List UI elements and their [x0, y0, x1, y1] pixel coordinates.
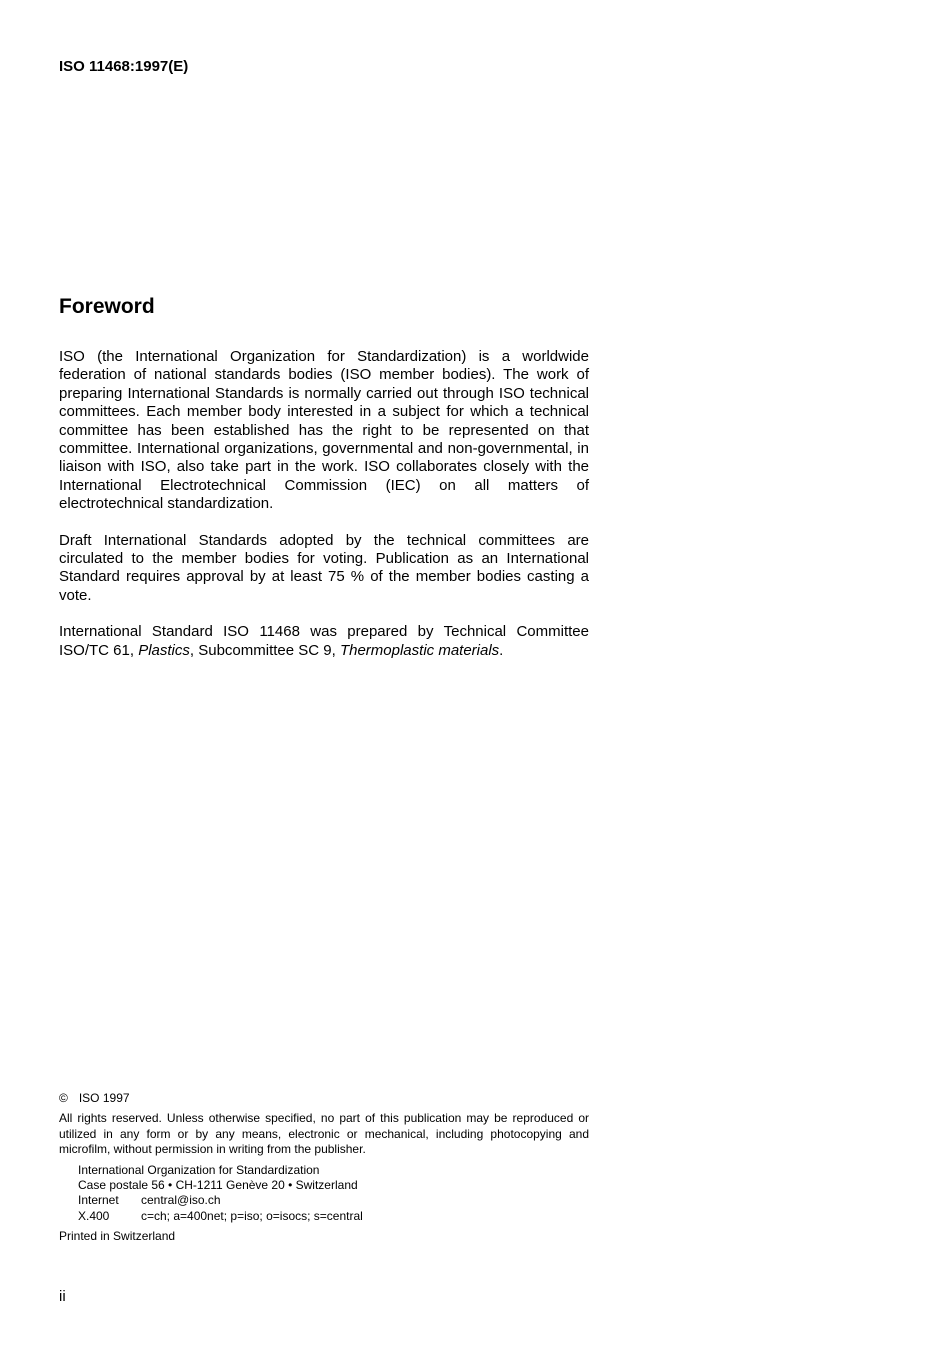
printed-in: Printed in Switzerland	[59, 1229, 176, 1244]
publisher-org: International Organization for Standardization	[78, 1162, 320, 1177]
subcommittee-name: Thermoplastic materials	[339, 641, 500, 659]
x400-row	[78, 1209, 589, 1224]
publisher-address	[78, 1163, 589, 1225]
rights-statement: All rights reserved. Unless otherwise specified, no part of this publication may be reproduced or utilized in any form or by any means, electronic or mechanical, including photocopying and microfilm, without permission in writing from the publisher.	[59, 1111, 589, 1157]
page-number: ii	[59, 1288, 66, 1305]
document-identifier: ISO 11468:1997(E)	[59, 58, 189, 75]
foreword-p3-text-1: International Standard ISO 11468 was prepared by Technical Committee ISO/TC 61,	[59, 623, 589, 659]
copyright-block	[59, 1091, 589, 1245]
internet-value: central@iso.ch	[141, 1193, 221, 1208]
copyright-line	[59, 1091, 589, 1106]
foreword-paragraph-1: ISO (the International Organization for Standardization) is a worldwide federation of national standards bodies (ISO member bodies). The work of preparing International Standards is normally carried out through ISO technical committees. Each member body interested in a subject for which a technical committee has been established has the right to be represented on that committee. International organizations, governmental and non-governmental, in liaison with ISO, also take part in the work. ISO collaborates closely with the International Electrotechnical Commission (IEC) on all matters of electrotechnical standardization.	[59, 348, 589, 513]
foreword-p3-text-3: .	[499, 641, 504, 659]
internet-label: Internet	[78, 1193, 119, 1208]
foreword-paragraph-2: Draft International Standards adopted by the technical committees are circulated to the member bodies for voting. Publication as an International Standard requires approval by at least 75 % of the member bodies casting a vote.	[59, 531, 589, 604]
internet-row	[78, 1193, 589, 1208]
foreword-heading: Foreword	[59, 295, 155, 318]
committee-name: Plastics	[138, 641, 190, 659]
foreword-p3-text-2: , Subcommittee SC 9,	[189, 641, 340, 659]
copyright-year: ISO 1997	[78, 1091, 130, 1105]
publisher-postal: Case postale 56 • CH-1211 Genève 20 • Switzerland	[78, 1178, 358, 1193]
foreword-paragraph-3	[59, 623, 589, 660]
copyright-symbol: ©	[59, 1091, 68, 1105]
x400-value: c=ch; a=400net; p=iso; o=isocs; s=central	[141, 1208, 363, 1223]
x400-label: X.400	[78, 1208, 110, 1223]
foreword-section	[59, 293, 589, 660]
